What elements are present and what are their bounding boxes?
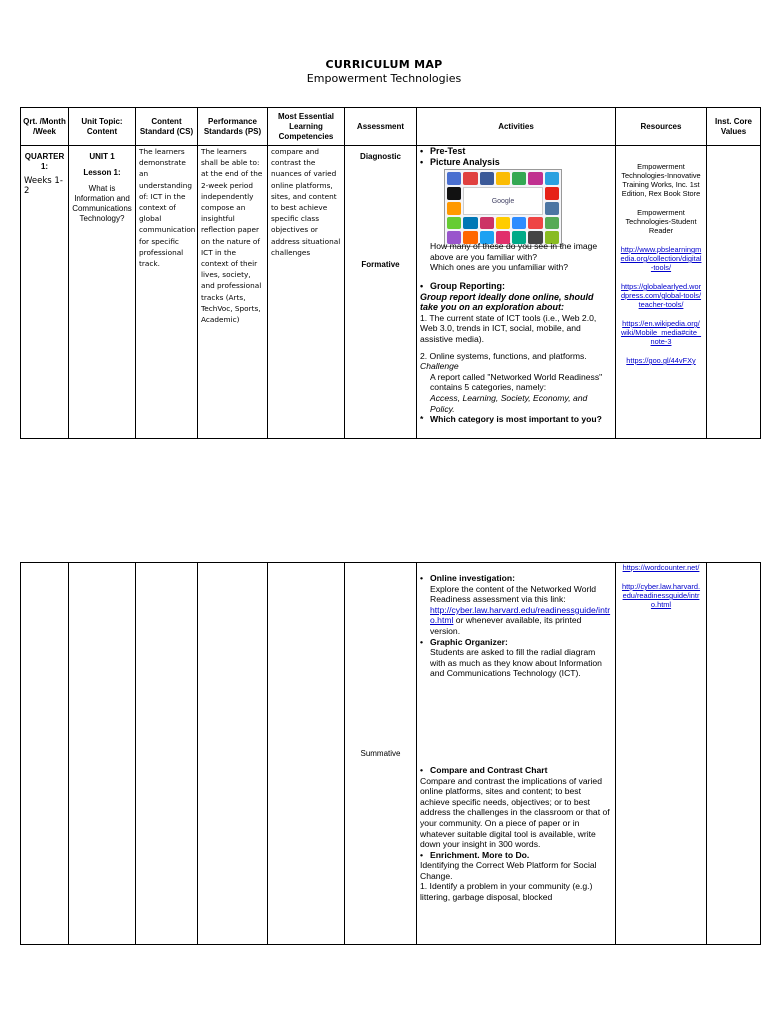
cell-quarter (21, 146, 69, 439)
document-title: CURRICULUM MAP (325, 58, 443, 71)
cell-cs-empty (136, 563, 198, 945)
activity-pretest: • Pre-Test (420, 146, 612, 157)
activity-enrichment-item: 1. Identify a problem in your community (e.g.) littering, garbage disposal, blocked (420, 881, 593, 903)
cell-performance-standard: The learners shall be able to: at the end of the 2-week period independently compose an insightful reflection paper on the nature of ICT in the context of their lives, society, and professional tracks (Arts, TechVoc, Sports, Academic) (198, 146, 268, 439)
activity-enrichment: • Enrichment. More to Do. (420, 850, 612, 861)
cell-activities (417, 563, 616, 945)
activity-enrichment-text: Identifying the Correct Web Platform for Social Change. (420, 860, 597, 881)
resource-link-wordcounter[interactable]: https://wordcounter.net/ (622, 563, 700, 572)
cell-core-values (707, 563, 761, 945)
unit-label: UNIT 1 (89, 152, 115, 161)
resource-link-googl[interactable]: https://goo.gl/44vFXy (626, 356, 696, 365)
lesson-title: What is Information and Communications Technology? (72, 184, 132, 223)
activity-online-link[interactable]: http://cyber.law.harvard.edu/readinessguide/intro.html (430, 604, 611, 626)
cell-quarter-empty (21, 563, 69, 945)
header-melc: Most Essential Learning Competencies (268, 108, 345, 146)
activity-compare-contrast: • Compare and Contrast Chart (420, 765, 612, 776)
table-row (21, 563, 761, 945)
activity-group-reporting: • Group Reporting: (420, 281, 612, 292)
header-unit: Unit Topic: Content (69, 108, 136, 146)
header-values: Inst. Core Values (707, 108, 761, 146)
google-search-image: Google (463, 187, 542, 215)
cell-resources (616, 146, 707, 439)
activity-report: A report called "Networked World Readiness" contains 5 categories, namely: (430, 371, 603, 393)
activity-which-category: * Which category is most important to you? (420, 414, 602, 425)
header-resources: Resources (616, 108, 707, 146)
resource-link-harvard[interactable]: http://cyber.law.harvard.edu/readinessguide/intro.html (621, 582, 701, 609)
activity-online-investigation: • Online investigation: (420, 573, 612, 584)
resource-book-2: Empowerment Technologies-Student Reader (625, 208, 697, 235)
cell-melc: compare and contrast the nuances of varied online platforms, sites, and content to best achieve specific class objectives or address situational challenges (268, 146, 345, 439)
activity-online-text: Explore the content of the Networked World Readiness assessment via this link: (430, 583, 597, 605)
weeks-label: Weeks 1-2 (24, 176, 63, 196)
activity-group-note: Group report ideally done online, should take you on an exploration about: (420, 291, 594, 313)
activity-question-unfamiliar: Which ones are you unfamiliar with? (430, 262, 569, 273)
cell-unit (69, 146, 136, 439)
activity-item-1: 1. The current state of ICT tools (i.e., Web 2.0, Web 3.0, trends in ICT, social, mobile, and assistive media). (420, 312, 597, 344)
resource-link-globalearlyed[interactable]: https://globalearlyed.wordpress.com/global-tools/teacher-tools/ (620, 282, 702, 309)
assessment-formative: Formative (361, 260, 400, 269)
header-activities: Activities (417, 108, 616, 146)
cell-melc-empty (268, 563, 345, 945)
activity-graphic-text: Students are asked to fill the radial diagram with as much as they know about Information and Communications Technology (ICT). (430, 647, 602, 679)
cell-content-standard: The learners demonstrate an understanding of: ICT in the context of global communication for specific professional track. (136, 146, 198, 439)
ict-logo-collage-image (444, 169, 562, 247)
activity-challenge: Challenge (420, 361, 459, 372)
cell-resources (616, 563, 707, 945)
header-qrt: Qrt. /Month /Week (21, 108, 69, 146)
curriculum-table-part1 (20, 107, 761, 439)
resource-book-1: Empowerment Technologies-Innovative Training Works, Inc. 1st Edition, Rex Book Store (621, 162, 701, 198)
header-assessment: Assessment (345, 108, 417, 146)
cell-activities (417, 146, 616, 439)
activity-picture-analysis: • Picture Analysis (420, 157, 612, 168)
cell-unit-empty (69, 563, 136, 945)
activity-online-link-line: http://cyber.law.harvard.edu/readinessguide/intro.html or whenever available, its printed version. (430, 604, 611, 636)
quarter-label: QUARTER 1: (24, 152, 65, 171)
document-subtitle: Empowerment Technologies (306, 72, 462, 85)
cell-ps-empty (198, 563, 268, 945)
activity-report-categories: Access, Learning, Society, Economy, and Policy. (430, 392, 588, 414)
cell-assessment (345, 146, 417, 439)
lesson-label: Lesson 1: (83, 168, 121, 177)
header-row (21, 108, 761, 146)
assessment-summative: Summative (360, 748, 401, 758)
header-cs: Content Standard (CS) (136, 108, 198, 146)
curriculum-table-part2 (20, 562, 761, 945)
header-ps: Performance Standards (PS) (198, 108, 268, 146)
activity-graphic-organizer: • Graphic Organizer: (420, 637, 612, 648)
activity-question-familiar: How many of these do you see in the image above are you familiar with? (430, 241, 598, 262)
resource-link-wikipedia[interactable]: https://en.wikipedia.org/wiki/Mobile_media#cite_note-3 (620, 319, 702, 346)
resource-link-pbs[interactable]: http://www.pbslearningmedia.org/collection/digital-tools/ (620, 245, 702, 272)
activity-item-2: 2. Online systems, functions, and platforms. (420, 350, 587, 361)
cell-assessment (345, 563, 417, 945)
activity-compare-text: Compare and contrast the implications of varied online platforms, sites and content; to best achieve specific needs, objectives; or to best address the challenges in the classroom or that of your community. On a piece of paper or in whatever suitable digital tool is available, write down your insight in 300 words. (420, 775, 610, 850)
table-row (21, 146, 761, 439)
cell-core-values (707, 146, 761, 439)
assessment-diagnostic: Diagnostic (360, 152, 401, 161)
